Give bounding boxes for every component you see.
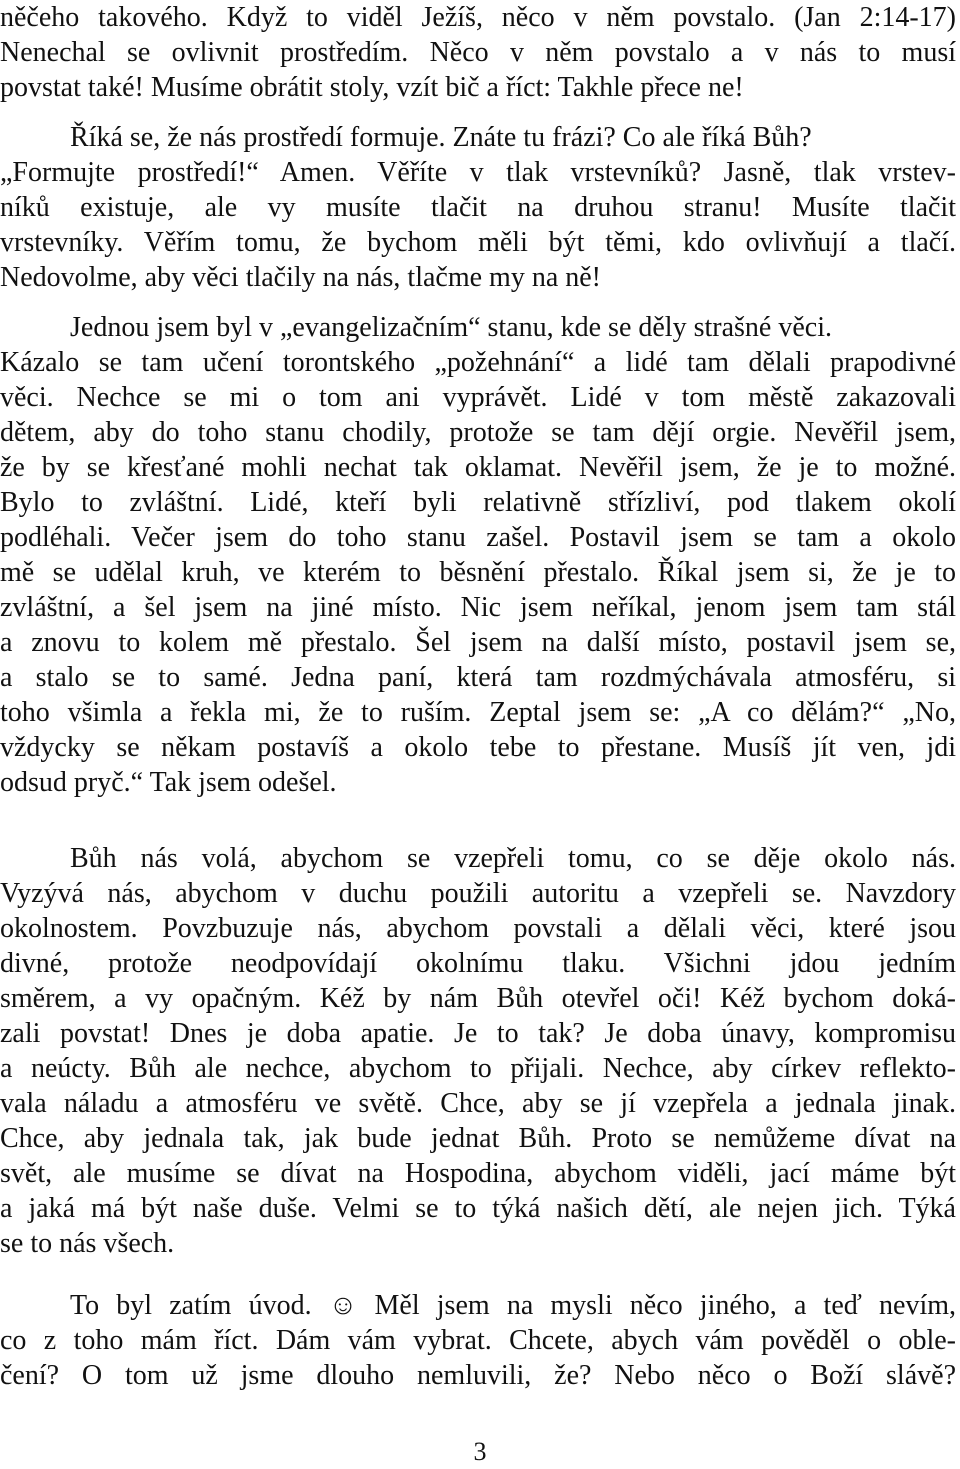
text-line: dětem, aby do toho stanu chodily, protože se tam dějí orgie. Nevěřil jsem, [0,417,956,448]
text-line: a znovu to kolem mě přestalo. Šel jsem na další místo, postavil jsem se, [0,627,956,658]
text-line: Bylo to zvláštní. Lidé, kteří byli relativně střízliví, pod tlakem okolí [0,487,956,518]
text-line: toho všimla a řekla mi, že to ruším. Zeptal jsem se: „A co dělám?“ „No, [0,697,956,728]
text-line: okolnostem. Povzbuzuje nás, abychom povstali a dělali věci, které jsou [0,913,956,944]
text-line: odsud pryč.“ Tak jsem odešel. [0,767,337,798]
page-number: 3 [473,1437,487,1466]
text-line: zvláštní, a šel jsem na jiné místo. Nic jsem neříkal, jenom jsem tam stál [0,592,956,623]
text-line: vždycky se někam postavíš a okolo tebe to přestane. Musíš jít ven, jdi [0,732,956,763]
text-line: čení? O tom už jsme dlouho nemluvili, že? Nebo něco o Boží slávě? [0,1360,956,1391]
text-line: povstat také! Musíme obrátit stoly, vzít bič a říct: Takhle přece ne! [0,72,744,103]
text-line: co z toho mám říct. Dám vám vybrat. Chcete, abych vám pověděl o oble- [0,1325,956,1356]
text-line: „Formujte prostředí!“ Amen. Věříte v tlak vrstevníků? Jasně, tlak vrstev- [0,157,956,188]
text-line: že by se křesťané mohli nechat tak oklamat. Nevěřil jsem, že je to možné. [0,452,956,483]
text-line: mě se udělal kruh, ve kterém to běsnění přestalo. Říkal jsem si, že je to [0,557,956,588]
text-line: Jednou jsem byl v „evangelizačním“ stanu, kde se děly strašné věci. [70,312,832,343]
text-line: vrstevníky. Věřím tomu, že bychom měli být těmi, kdo ovlivňují a tlačí. [0,227,956,258]
text-line: Říká se, že nás prostředí formuje. Znáte tu frázi? Co ale říká Bůh? [70,122,812,153]
text-line: Kázalo se tam učení torontského „požehnání“ a lidé tam dělali prapodivné [0,347,956,378]
text-line: Bůh nás volá, abychom se vzepřeli tomu, co se děje okolo nás. [70,843,956,874]
text-line: něčeho takového. Když to viděl Ježíš, něco v něm povstalo. (Jan 2:14-17) [0,2,956,33]
text-line: se to nás všech. [0,1228,175,1259]
text-line: svět, ale musíme se dívat na Hospodina, abychom viděli, jací máme být [0,1158,956,1189]
text-line: zali povstat! Dnes je doba apatie. Je to tak? Je doba únavy, kompromisu [0,1018,956,1049]
text-line: To byl zatím úvod. ☺ Měl jsem na mysli něco jiného, a teď nevím, [70,1290,956,1321]
text-line: Nedovolme, aby věci tlačily na nás, tlačme my na ně! [0,262,602,293]
text-line: a neúcty. Bůh ale nechce, abychom to přijali. Nechce, aby církev reflekto- [0,1053,956,1084]
text-line: vala náladu a atmosféru ve světě. Chce, aby se jí vzepřela a jednala jinak. [0,1088,956,1119]
text-line: Vyzývá nás, abychom v duchu použili autoritu a vzepřeli se. Navzdory [0,878,956,909]
text-line: divné, protože neodpovídají okolnímu tlaku. Všichni jdou jedním [0,948,956,979]
text-line: podléhali. Večer jsem do toho stanu zašel. Postavil jsem se tam a okolo [0,522,956,553]
text-line: a jaká má být naše duše. Velmi se to týká našich dětí, ale nejen jich. Týká [0,1193,956,1224]
text-line: a stalo se to samé. Jedna paní, která tam rozdmýchávala atmosféru, si [0,662,956,693]
text-line: směrem, a vy opačným. Kéž by nám Bůh otevřel oči! Kéž bychom doká- [0,983,956,1014]
text-line: věci. Nechce se mi o tom ani vyprávět. Lidé v tom městě zakazovali [0,382,956,413]
text-line: níků existuje, ale vy musíte tlačit na druhou stranu! Musíte tlačit [0,192,956,223]
text-line: Chce, aby jednala tak, jak bude jednat Bůh. Proto se nemůžeme dívat na [0,1123,956,1154]
text-line: Nenechal se ovlivnit prostředím. Něco v něm povstalo a v nás to musí [0,37,956,68]
